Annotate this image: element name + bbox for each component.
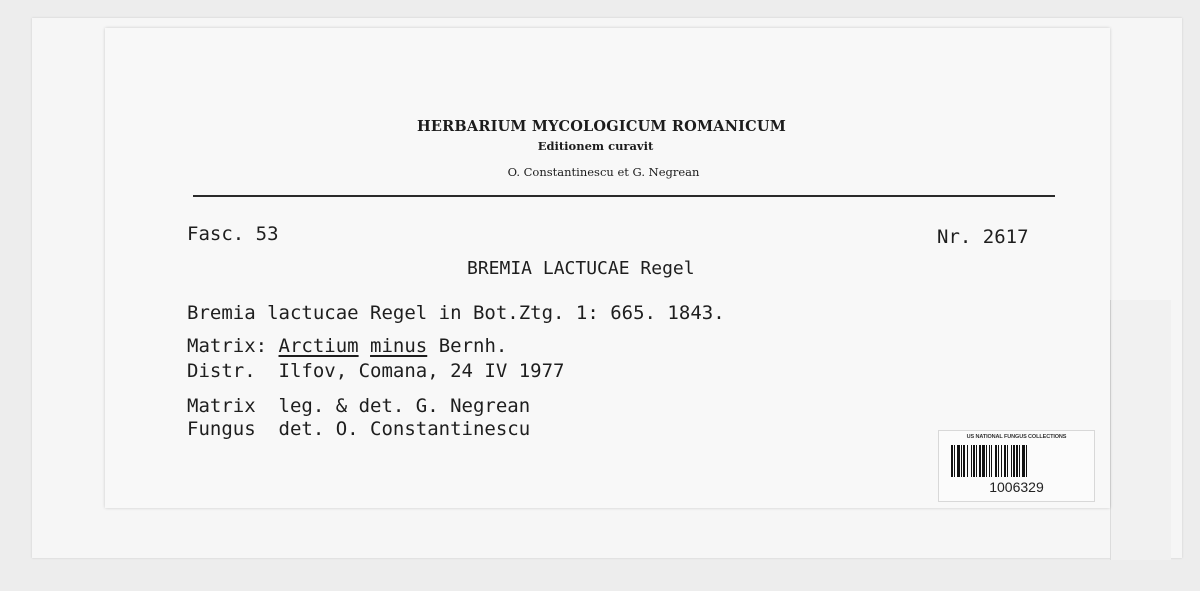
distr-label: Distr. xyxy=(187,360,279,382)
matrix-author: Bernh. xyxy=(427,335,508,357)
distr-value: Ilfov, Comana, 24 IV 1977 xyxy=(278,360,565,382)
species-name: BREMIA LACTUCAE Regel xyxy=(467,258,695,279)
herbarium-editors: O. Constantinescu et G. Negrean xyxy=(507,165,700,179)
barcode-image xyxy=(951,445,1082,477)
matrix-species: minus xyxy=(370,335,428,357)
species-citation: Bremia lactucae Regel in Bot.Ztg. 1: 665. 1843. xyxy=(187,302,725,324)
header-divider xyxy=(193,195,1055,197)
sheet-overlap-edge xyxy=(1110,300,1171,560)
matrix-leg-value: leg. & det. G. Negrean xyxy=(278,395,531,417)
barcode-label xyxy=(938,430,1095,502)
barcode-caption: US NATIONAL FUNGUS COLLECTIONS xyxy=(966,434,1067,440)
distribution-line xyxy=(187,362,565,381)
fascicle-number: Fasc. 53 xyxy=(187,223,279,245)
matrix-leg-label: Matrix xyxy=(187,395,279,417)
barcode-number: 1006329 xyxy=(989,479,1044,495)
fungus-label: Fungus xyxy=(187,418,279,440)
fungus-value: det. O. Constantinescu xyxy=(278,418,531,440)
matrix-genus: Arctium xyxy=(278,335,359,357)
herbarium-subtitle: Editionem curavit xyxy=(537,139,654,153)
collector-line xyxy=(187,397,530,416)
exsiccata-number: Nr. 2617 xyxy=(937,226,1029,248)
matrix-line xyxy=(187,337,507,356)
matrix-label: Matrix: xyxy=(187,335,279,357)
determiner-line xyxy=(187,420,530,439)
herbarium-title: HERBARIUM MYCOLOGICUM ROMANICUM xyxy=(417,118,786,135)
